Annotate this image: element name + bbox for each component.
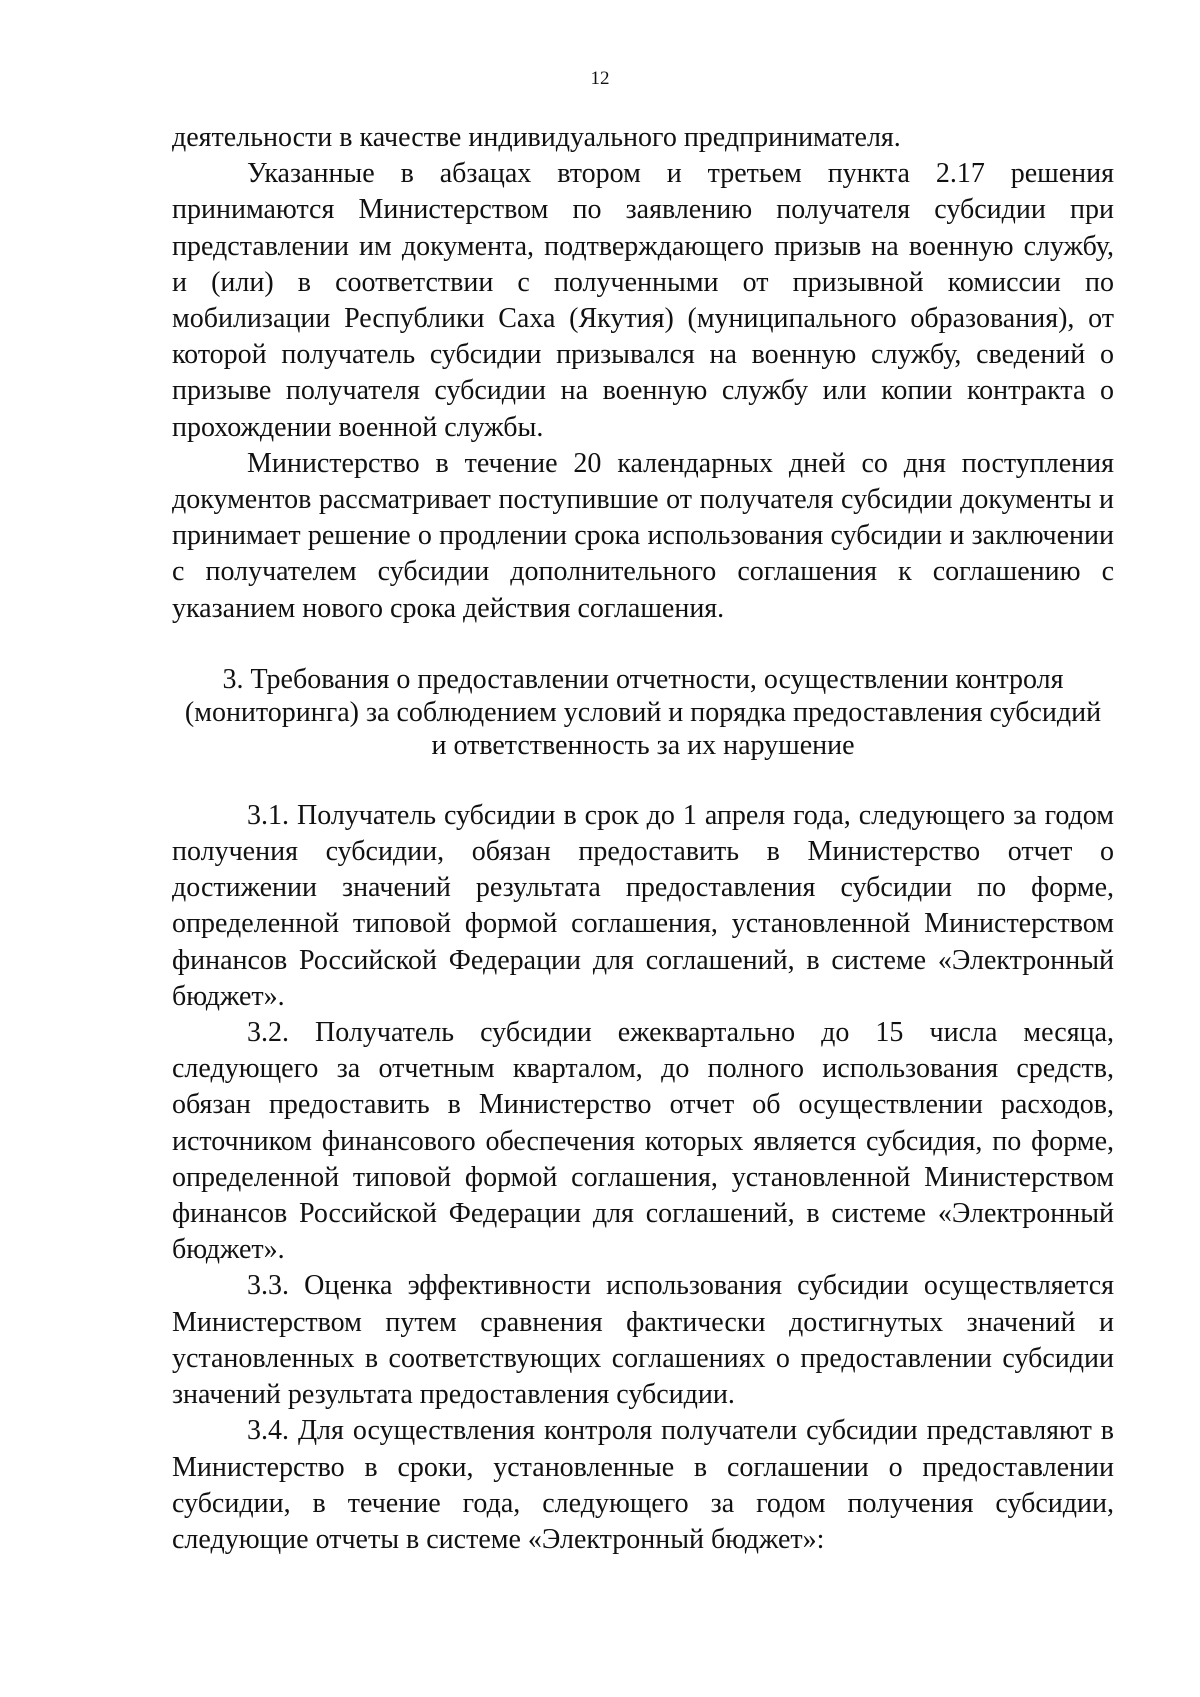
page-number: 12 — [590, 68, 610, 89]
paragraph-3-1: 3.1. Получатель субсидии в срок до 1 апреля года, следующего за годом получения субсидии, обязан предоставить в Министерство отчет о достижении значений результата предоставления субсидии по форме, определенной типовой формой соглашения, установленной Министерством финансов Российской Федерации для соглашений, в системе «Электронный бюджет». — [172, 799, 1114, 1012]
paragraph-ministry-decision: Министерство в течение 20 календарных дней со дня поступления документов рассматривает поступившие от получателя субсидии документы и принимает решение о продлении срока использования субсидии и заключении с получателем субсидии дополнительного соглашения к соглашению с указанием нового срока действия соглашения. — [172, 447, 1114, 624]
section-heading-line-2: (мониторинга) за соблюдением условий и порядка предоставления субсидий — [184, 696, 1102, 728]
paragraph-3-2: 3.2. Получатель субсидии ежеквартально до 15 числа месяца, следующего за отчетным кварталом, до полного использования средств, обязан предоставить в Министерство отчет об осуществлении расходов, источником финансового обеспечения которых является субсидия, по форме, определенной типовой формой соглашения, установленной Министерством финансов Российской Федерации для соглашений, в системе «Электронный бюджет». — [172, 1017, 1114, 1266]
paragraph-3-4: 3.4. Для осуществления контроля получатели субсидии представляют в Министерство в сроки, установленные в соглашении о предоставлении субсидии, в течение года, следующего за годом получения субсидии, следующие отчеты в системе «Электронный бюджет»: — [172, 1415, 1114, 1555]
paragraph-military-service: Указанные в абзацах втором и третьем пункта 2.17 решения принимаются Министерством по заявлению получателя субсидии при представлении им документа, подтверждающего призыв на военную службу, и (или) в соответствии с полученными от призывной комиссии по мобилизации Республики Саха (Якутия) (муниципального образования), от которой получатель субсидии призывался на военную службу, сведений о призыве получателя субсидии на военную службу или копии контракта о прохождении военной службы. — [172, 158, 1114, 443]
document-body — [172, 120, 1114, 1558]
paragraph-3-3: 3.3. Оценка эффективности использования субсидии осуществляется Министерством путем сравнения фактически достигнутых значений и установленных в соответствующих соглашениях о предоставлении субсидии значений результата предоставления субсидии. — [172, 1270, 1114, 1411]
section-heading-line-3: и ответственность за их нарушение — [431, 729, 855, 761]
section-heading-line-1: 3. Требования о предоставлении отчетности, осуществлении контроля — [222, 663, 1064, 695]
paragraph-continuation: деятельности в качестве индивидуального предпринимателя. — [172, 122, 901, 153]
section-heading — [172, 663, 1114, 762]
